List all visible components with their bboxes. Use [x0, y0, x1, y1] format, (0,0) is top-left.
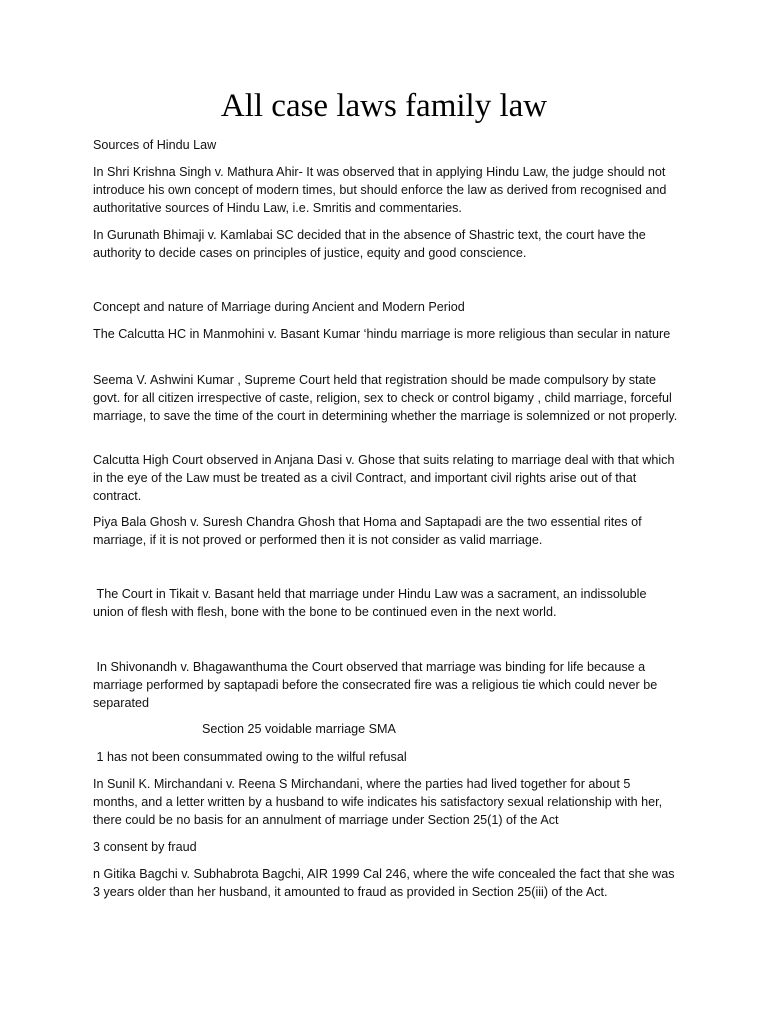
paragraph-manmohini: The Calcutta HC in Manmohini v. Basant Kumar ‘hindu marriage is more religious than secular in nature	[93, 327, 671, 341]
subheading-consent-fraud: 3 consent by fraud	[93, 840, 197, 854]
paragraph-krishna-singh: In Shri Krishna Singh v. Mathura Ahir- It was observed that in applying Hindu Law, the judge should not introduce his own concept of modern times, but should enforce the law as derived from recognised and authoritative sources of Hindu Law, i.e. Smritis and commentaries.	[93, 165, 667, 215]
document-title: All case laws family law	[220, 88, 548, 124]
paragraph-sunil-mirchandani: In Sunil K. Mirchandani v. Reena S Mirchandani, where the parties had lived together for about 5 months, and a letter written by a husband to wife indicates his satisfactory sexual relationship with her, there could be no basis for an annulment of marriage under Section 25(1) of the Act	[93, 777, 663, 827]
section-heading-sources: Sources of Hindu Law	[93, 138, 217, 152]
paragraph-gitika-bagchi: n Gitika Bagchi v. Subhabrota Bagchi, AIR 1999 Cal 246, where the wife concealed the fact that she was 3 years older than her husband, it amounted to fraud as provided in Section 25(iii) of the Act.	[93, 867, 675, 899]
section-heading-section-25: Section 25 voidable marriage SMA	[202, 722, 396, 736]
paragraph-gurunath: In Gurunath Bhimaji v. Kamlabai SC decided that in the absence of Shastric text, the court have the authority to decide cases on principles of justice, equity and good conscience.	[93, 228, 646, 260]
subheading-consummation: 1 has not been consummated owing to the wilful refusal	[93, 750, 407, 764]
paragraph-piya-bala: Piya Bala Ghosh v. Suresh Chandra Ghosh that Homa and Saptapadi are the two essential rites of marriage, if it is not proved or performed then it is not consider as valid marriage.	[93, 515, 642, 547]
paragraph-shivonandh: In Shivonandh v. Bhagawanthuma the Court observed that marriage was binding for life because a marriage performed by saptapadi before the consecrated fire was a religious tie which could never be separated	[93, 660, 661, 710]
section-heading-concept: Concept and nature of Marriage during Ancient and Modern Period	[93, 300, 465, 314]
paragraph-seema: Seema V. Ashwini Kumar , Supreme Court held that registration should be made compulsory by state govt. for all citizen irrespective of caste, religion, sex to check or control bigamy , child marriage, forceful marriage, to save the time of the court in determining whether the marriage is solemnized or not properly.	[93, 373, 678, 423]
paragraph-anjana-dasi: Calcutta High Court observed in Anjana Dasi v. Ghose that suits relating to marriage deal with that which in the eye of the Law must be treated as a civil Contract, and important civil rights arise out of that contract.	[93, 453, 675, 503]
paragraph-tikait: The Court in Tikait v. Basant held that marriage under Hindu Law was a sacrament, an indissoluble union of flesh with flesh, bone with the bone to be continued even in the next world.	[93, 587, 650, 619]
